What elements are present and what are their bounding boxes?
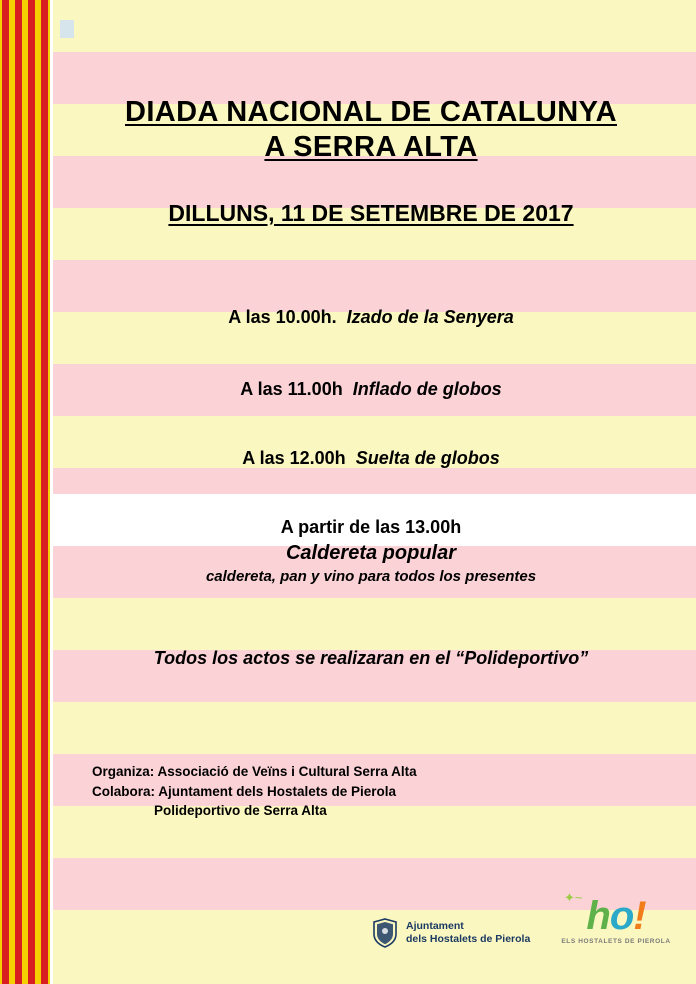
highlight-subtitle: caldereta, pan y vino para todos los presentes [205, 568, 537, 585]
hostalets-logo [556, 890, 676, 945]
schedule-time-2: A las 11.00h [240, 379, 343, 399]
ajuntament-line-2: dels Hostalets de Pierola [406, 933, 531, 945]
schedule-item-2 [56, 379, 686, 400]
schedule-activity-3: Suelta de globos [355, 448, 500, 468]
ajuntament-text [406, 920, 530, 946]
event-date [56, 200, 686, 227]
venue-note: Todos los actos se realizaran en el “Polideportivo” [153, 648, 589, 668]
ajuntament-logo [372, 918, 530, 948]
highlight-title: Caldereta popular [285, 542, 457, 564]
ajuntament-line-1: Ajuntament [406, 919, 464, 932]
shield-icon [372, 918, 398, 948]
credits-block [92, 762, 417, 821]
schedule-activity-1: Izado de la Senyera [346, 307, 514, 327]
credit-line-1: Organiza: Associació de Veïns i Cultural Serra Alta [92, 764, 417, 779]
title-text-1: DIADA NACIONAL DE CATALUNYA [125, 96, 617, 128]
credit-line-2: Colabora: Ajuntament dels Hostalets de Pierola [92, 783, 397, 799]
title-text-2: A SERRA ALTA [264, 131, 478, 164]
highlight-block [56, 517, 686, 585]
hop-subtitle: ELS HOSTALETS DE PIEROLA [561, 938, 671, 945]
hop-h-text: h [586, 894, 610, 938]
hop-o-text: o [609, 894, 634, 938]
highlight-time: A partir de las 13.00h [280, 517, 462, 537]
hop-letter-h [586, 894, 645, 938]
swoosh-icon: ✦︎~ [564, 890, 583, 905]
schedule-activity-2: Inflado de globos [352, 379, 502, 399]
credit-line-3: Polideportivo de Serra Alta [154, 803, 327, 819]
poster-title [56, 95, 686, 166]
schedule-time-1: A las 10.00h. [228, 307, 337, 327]
title-line-1 [56, 95, 686, 130]
schedule-item-1 [56, 307, 686, 328]
corner-artifact [60, 20, 74, 38]
event-date-text: DILLUNS, 11 DE SETEMBRE DE 2017 [168, 200, 574, 226]
title-line-2 [56, 130, 686, 165]
schedule-time-3: A las 12.00h [242, 448, 346, 468]
schedule-item-3 [56, 448, 686, 469]
hop-x-text: ! [633, 894, 646, 938]
